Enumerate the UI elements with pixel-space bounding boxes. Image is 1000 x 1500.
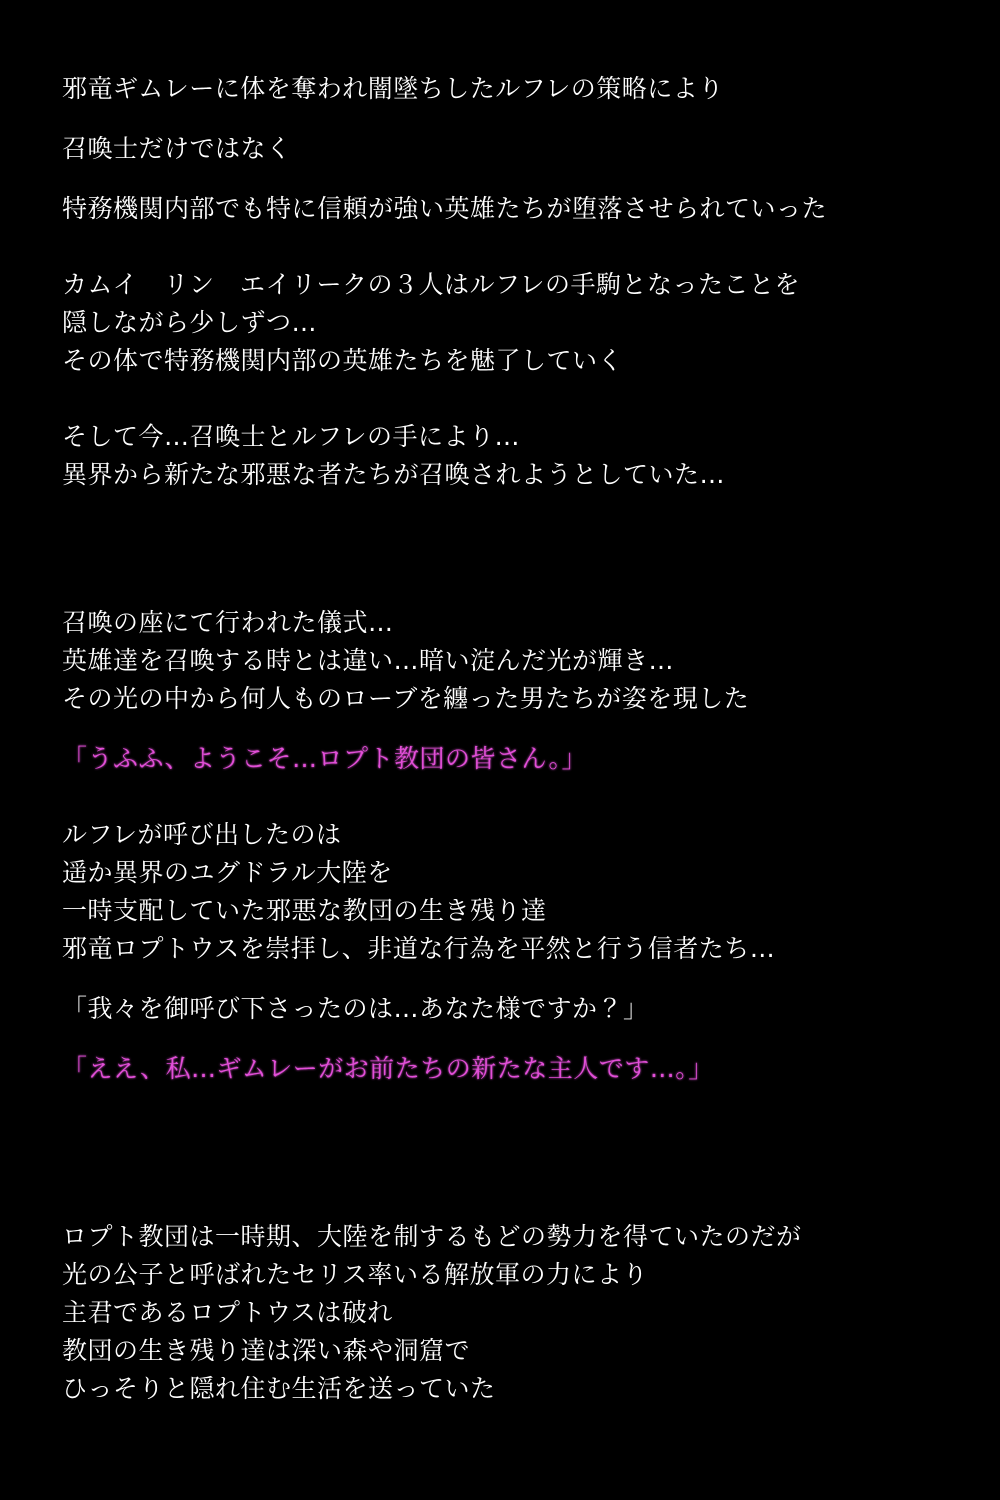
narration-line: 英雄達を召喚する時とは違い…暗い淀んだ光が輝き… bbox=[62, 646, 675, 675]
narration-line: ルフレが呼び出したのは bbox=[62, 820, 342, 849]
corruption-block bbox=[62, 266, 940, 380]
ritual-block bbox=[62, 604, 940, 718]
dialogue-grima-welcome: 「うふふ、ようこそ…ロプト教団の皆さん。」 bbox=[62, 744, 588, 773]
narration-line: 遥か異界のユグドラル大陸を bbox=[62, 858, 393, 887]
intro-block bbox=[62, 70, 940, 228]
narration-line: そして今…召喚士とルフレの手により… bbox=[62, 422, 521, 451]
narration-line: ロプト教団は一時期、大陸を制するもどの勢力を得ていたのだが bbox=[62, 1222, 802, 1251]
narration-line: 隠しながら少しずつ… bbox=[62, 308, 318, 337]
narration-line: 光の公子と呼ばれたセリス率いる解放軍の力により bbox=[62, 1260, 649, 1289]
summon-intro-block bbox=[62, 418, 940, 494]
spacer bbox=[62, 1088, 940, 1218]
spacer bbox=[62, 718, 940, 740]
spacer bbox=[62, 380, 940, 418]
spacer bbox=[62, 108, 940, 130]
narration-line: その光の中から何人ものローブを纏った男たちが姿を現した bbox=[62, 684, 750, 713]
loptous-explain-block bbox=[62, 816, 940, 968]
dialogue-cultist-question: 「我々を御呼び下さったのは…あなた様ですか？」 bbox=[62, 994, 649, 1023]
spacer bbox=[62, 168, 940, 190]
dialogue-grima-master: 「ええ、私…ギムレーがお前たちの新たな主人です…。」 bbox=[62, 1054, 714, 1083]
narration-line: 主君であるロプトウスは破れ bbox=[62, 1298, 393, 1327]
narration-line: カムイ リン エイリークの３人はルフレの手駒となったことを bbox=[62, 270, 801, 299]
narration-line: 特務機関内部でも特に信頼が強い英雄たちが堕落させられていった bbox=[62, 194, 828, 223]
narration-line: 教団の生き残り達は深い森や洞窟で bbox=[62, 1336, 471, 1365]
spacer bbox=[62, 228, 940, 266]
narration-line: ひっそりと隠れ住む生活を送っていた bbox=[62, 1374, 496, 1403]
spacer bbox=[62, 968, 940, 990]
narration-line: 邪竜ロプトウスを崇拝し、非道な行為を平然と行う信者たち… bbox=[62, 934, 776, 963]
narration-line: その体で特務機関内部の英雄たちを魅了していく bbox=[62, 346, 624, 375]
spacer bbox=[62, 778, 940, 816]
narration-line: 召喚士だけではなく bbox=[62, 134, 292, 163]
narration-line: 召喚の座にて行われた儀式… bbox=[62, 608, 394, 637]
narration-line: 一時支配していた邪悪な教団の生き残り達 bbox=[62, 896, 547, 925]
history-block bbox=[62, 1218, 940, 1408]
narration-line: 邪竜ギムレーに体を奪われ闇墜ちしたルフレの策略により bbox=[62, 74, 724, 103]
spacer bbox=[62, 1028, 940, 1050]
narration-line: 異界から新たな邪悪な者たちが召喚されようとしていた… bbox=[62, 460, 726, 489]
spacer bbox=[62, 494, 940, 604]
